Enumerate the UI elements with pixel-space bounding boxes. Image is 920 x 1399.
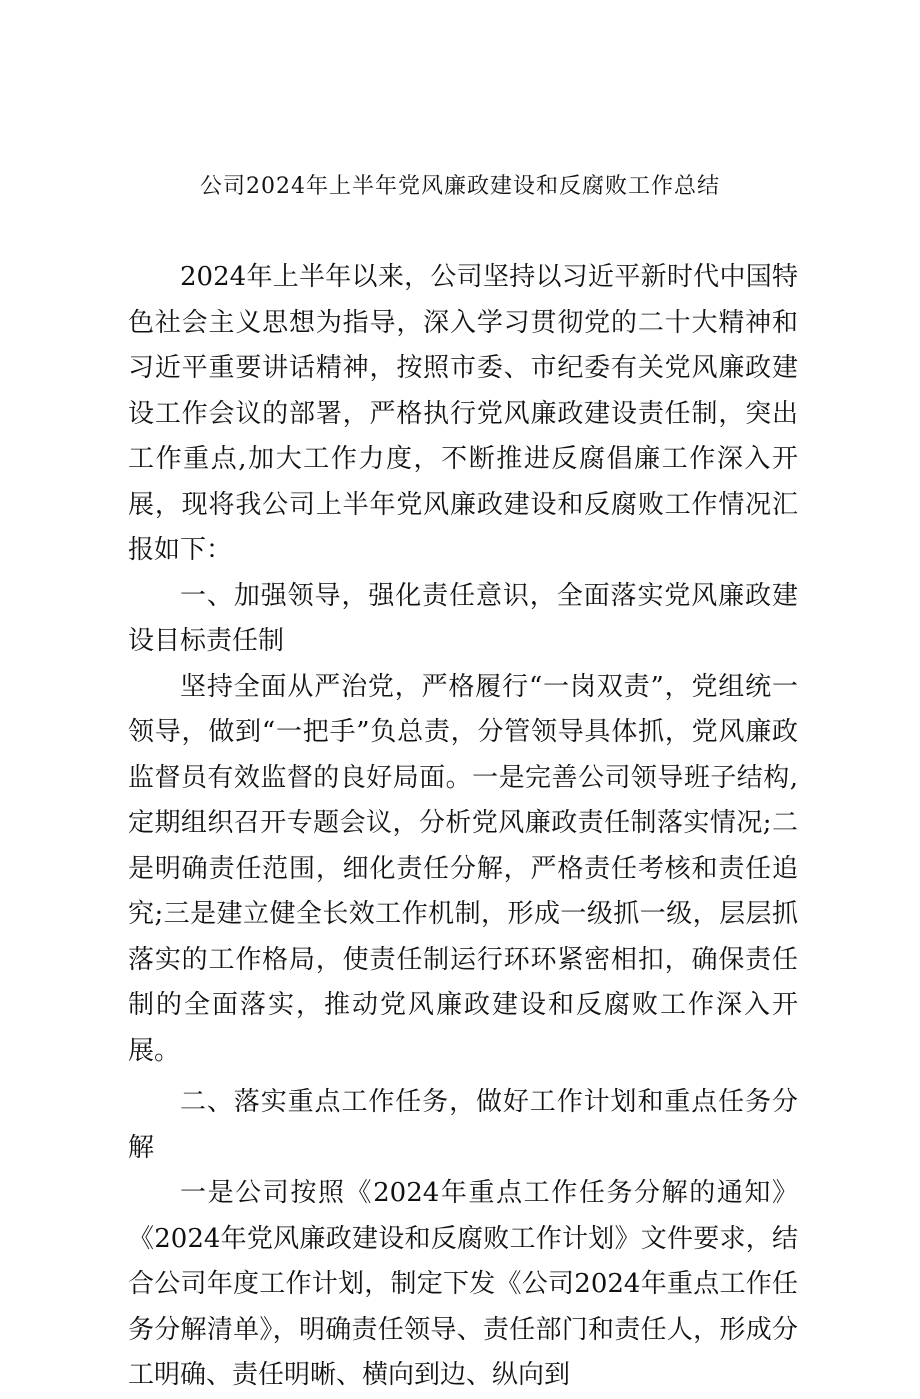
section-heading-2: 二、落实重点工作任务，做好工作计划和重点任务分解 (128, 1087, 798, 1163)
section-heading-1: 一、加强领导，强化责任意识，全面落实党风廉政建设目标责任制 (128, 580, 798, 656)
intro-paragraph: 2024年上半年以来，公司坚持以习近平新时代中国特色社会主义思想为指导，深入学习贯彻党的二十大精神和习近平重要讲话精神，按照市委、市纪委有关党风廉政建设工作会议的部署，严格执行党风廉政建设责任制，突出工作重点,加大工作力度，不断推进反腐倡廉工作深入开展，现将我公司上半年党风廉政建设和反腐败工作情况汇报如下： (128, 262, 798, 565)
document-body (128, 255, 798, 1399)
section-1-paragraph: 坚持全面从严治党，严格履行“一岗双责”，党组统一领导，做到“一把手”负总责，分管领导具体抓，党风廉政监督员有效监督的良好局面。一是完善公司领导班子结构,定期组织召开专题会议，分析党风廉政责任制落实情况;二是明确责任范围，细化责任分解，严格责任考核和责任追究;三是建立健全长效工作机制，形成一级抓一级，层层抓落实的工作格局，使责任制运行环环紧密相扣，确保责任制的全面落实，推动党风廉政建设和反腐败工作深入开展。 (128, 671, 798, 1066)
document-title: 公司2024年上半年党风廉政建设和反腐败工作总结 (200, 174, 720, 199)
section-2-paragraph: 一是公司按照《2024年重点工作任务分解的通知》《2024年党风廉政建设和反腐败工作计划》文件要求，结合公司年度工作计划，制定下发《公司2024年重点工作任务分解清单》，明确责任领导、责任部门和责任人，形成分工明确、责任明晰、横向到边、纵向到 (128, 1178, 798, 1390)
